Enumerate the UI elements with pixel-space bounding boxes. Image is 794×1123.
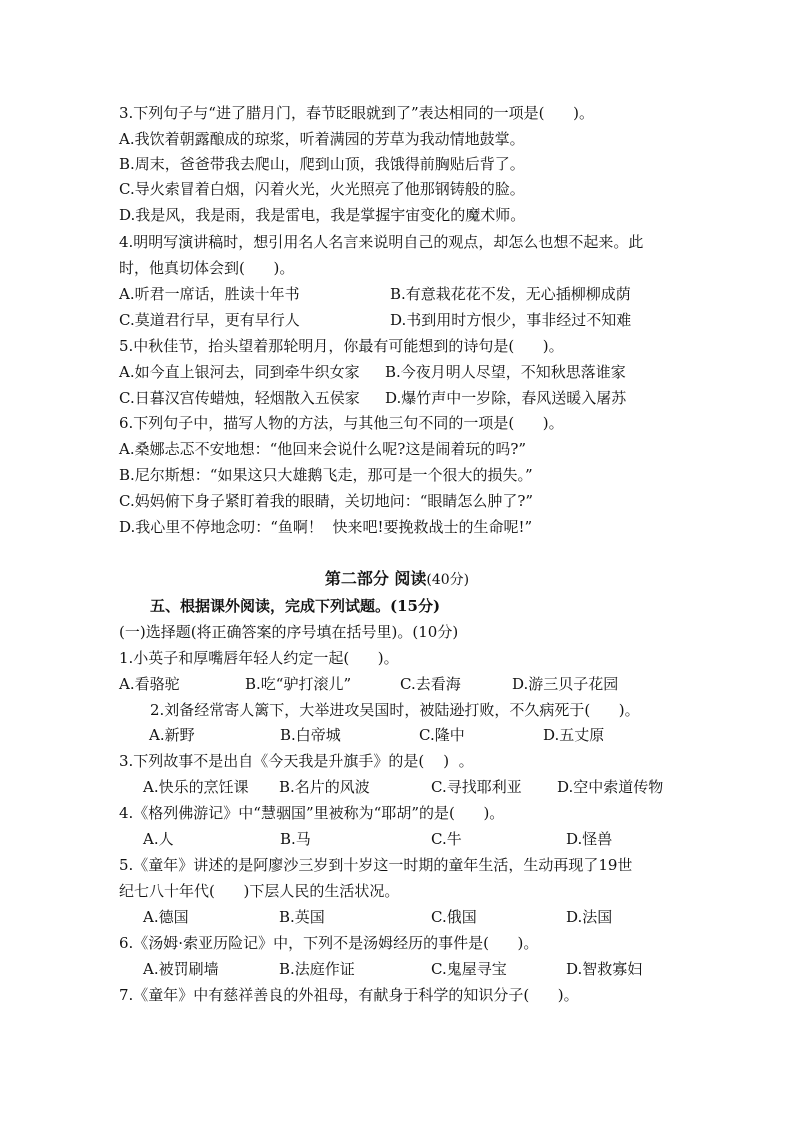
q3-option-d: D.我是风，我是雨，我是雷电，我是掌握宇宙变化的魔术师。 bbox=[119, 206, 526, 224]
q4-option-d: D.书到用时方恨少，事非经过不知难 bbox=[390, 311, 632, 329]
q5-option-c: C.日暮汉宫传蜡烛，轻烟散入五侯家 bbox=[119, 389, 360, 407]
r2-stem: 2.刘备经常寄人篱下，大举进攻吴国时，被陆逊打败，不久病死于( )。 bbox=[150, 701, 640, 719]
q6-stem: 6.下列句子中，描写人物的方法，与其他三句不同的一项是( )。 bbox=[119, 414, 564, 432]
r5-option-b: B.英国 bbox=[279, 908, 325, 926]
q3-option-c: C.导火索冒着白烟，闪着火光，火光照亮了他那钢铸般的脸。 bbox=[119, 180, 525, 198]
r2-option-b: B.白帝城 bbox=[280, 726, 341, 744]
r7-stem: 7.《童年》中有慈祥善良的外祖母，有献身于科学的知识分子( )。 bbox=[119, 986, 579, 1004]
q3-option-b: B.周末，爸爸带我去爬山，爬到山顶，我饿得前胸贴后背了。 bbox=[119, 155, 525, 173]
r4-option-d: D.怪兽 bbox=[566, 830, 613, 848]
q5-option-b: B.今夜月明人尽望，不知秋思落谁家 bbox=[385, 363, 626, 381]
r3-option-d: D.空中索道传物 bbox=[557, 778, 664, 796]
r1-option-a: A.看骆驼 bbox=[119, 675, 180, 693]
r3-option-c: C.寻找耶利亚 bbox=[431, 778, 522, 796]
q4-stem-line2: 时，他真切体会到( )。 bbox=[119, 259, 295, 277]
q4-stem-line1: 4.明明写演讲稿时，想引用名人名言来说明自己的观点，却怎么也想不起来。此 bbox=[119, 233, 644, 251]
q4-option-c: C.莫道君行早，更有早行人 bbox=[119, 311, 300, 329]
r6-option-c: C.鬼屋寻宝 bbox=[431, 960, 507, 978]
r4-option-b: B.马 bbox=[280, 830, 311, 848]
q3-option-a: A.我饮着朝露酿成的琼浆，听着满园的芳草为我动情地鼓掌。 bbox=[119, 130, 525, 148]
r4-stem: 4.《格列佛游记》中“慧骃国”里被称为“耶胡”的是( )。 bbox=[119, 804, 505, 822]
q6-option-d: D.我心里不停地念叨：“鱼啊！ 快来吧!要挽救战士的生命呢!” bbox=[119, 518, 533, 536]
r6-option-b: B.法庭作证 bbox=[279, 960, 355, 978]
q6-option-a: A.桑娜忐忑不安地想：“他回来会说什么呢?这是闹着玩的吗?” bbox=[119, 440, 527, 458]
r5-stem-line1: 5.《童年》讲述的是阿廖沙三岁到十岁这一时期的童年生活，生动再现了19世 bbox=[119, 856, 633, 874]
r3-stem: 3.下列故事不是出自《今天我是升旗手》的是( ) 。 bbox=[119, 752, 474, 770]
r3-option-a: A.快乐的烹饪课 bbox=[143, 778, 249, 796]
q6-option-c: C.妈妈俯下身子紧盯着我的眼睛，关切地问：“眼睛怎么肿了?” bbox=[119, 492, 534, 510]
r3-option-b: B.名片的风波 bbox=[279, 778, 370, 796]
section5-heading: 五、根据课外阅读，完成下列试题。(15分) bbox=[150, 597, 441, 615]
r4-option-a: A.人 bbox=[143, 830, 174, 848]
q4-option-a: A.听君一席话，胜读十年书 bbox=[119, 285, 300, 303]
r5-stem-line2: 纪七八十年代( )下层人民的生活状况。 bbox=[119, 882, 400, 900]
r2-option-a: A.新野 bbox=[149, 726, 195, 744]
part2-title bbox=[0, 566, 794, 593]
r1-option-d: D.游三贝子花园 bbox=[512, 675, 619, 693]
q5-stem: 5.中秋佳节，抬头望着那轮明月，你最有可能想到的诗句是( )。 bbox=[119, 337, 564, 355]
r6-option-d: D.智救寡妇 bbox=[566, 960, 643, 978]
r6-option-a: A.被罚刷墙 bbox=[143, 960, 219, 978]
part2-title-text: 第二部分 阅读 bbox=[324, 569, 427, 588]
r2-option-c: C.隆中 bbox=[419, 726, 465, 744]
r1-option-b: B.吃“驴打滚儿” bbox=[245, 675, 352, 693]
part2-score: (40分) bbox=[426, 572, 470, 588]
r1-stem: 1.小英子和厚嘴唇年轻人约定一起( )。 bbox=[119, 649, 399, 667]
r5-option-a: A.德国 bbox=[143, 908, 189, 926]
q6-option-b: B.尼尔斯想：“如果这只大雄鹅飞走，那可是一个很大的损失。” bbox=[119, 466, 533, 484]
sub1-heading: (一)选择题(将正确答案的序号填在括号里)。(10分) bbox=[119, 623, 459, 641]
r4-option-c: C.牛 bbox=[431, 830, 462, 848]
r1-option-c: C.去看海 bbox=[400, 675, 461, 693]
r2-option-d: D.五丈原 bbox=[543, 726, 605, 744]
r6-stem: 6.《汤姆·索亚历险记》中，下列不是汤姆经历的事件是( )。 bbox=[119, 934, 539, 952]
q3-stem: 3.下列句子与“进了腊月门，春节眨眼就到了”表达相同的一项是( )。 bbox=[119, 104, 594, 122]
r5-option-d: D.法国 bbox=[566, 908, 613, 926]
r5-option-c: C.俄国 bbox=[431, 908, 477, 926]
q5-option-d: D.爆竹声中一岁除，春风送暖入屠苏 bbox=[385, 389, 627, 407]
q5-option-a: A.如今直上银河去，同到牵牛织女家 bbox=[119, 363, 360, 381]
q4-option-b: B.有意栽花花不发，无心插柳柳成荫 bbox=[390, 285, 631, 303]
